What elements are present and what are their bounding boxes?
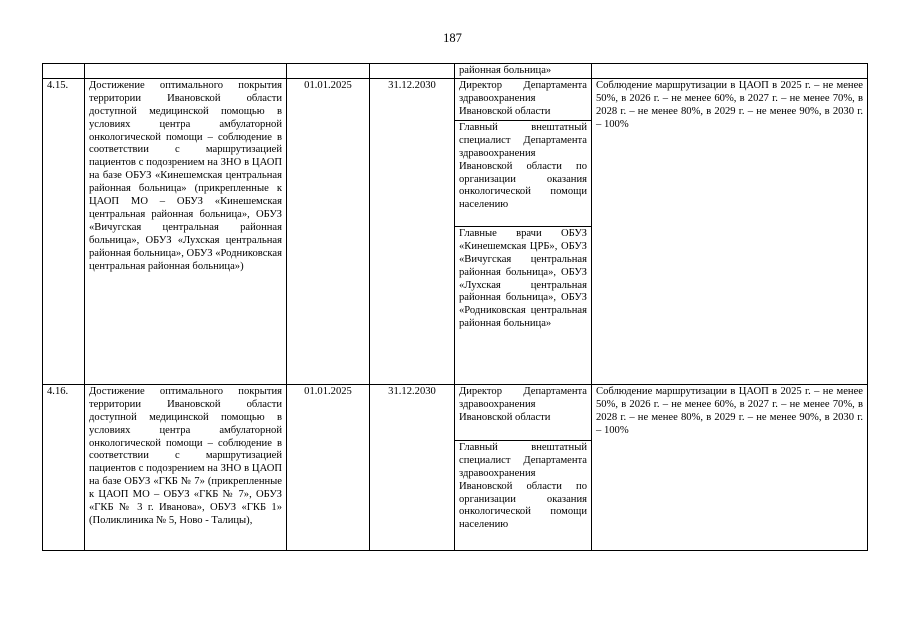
table-row	[43, 78, 868, 120]
measures-table	[42, 63, 868, 551]
page-number: 187	[443, 31, 462, 45]
row-start-date: 01.01.2025	[287, 78, 370, 384]
cell-activity-cont	[85, 64, 287, 79]
cell-executor-cont: районная больница»	[455, 64, 592, 79]
row-executor: Директор Департамента здравоохранения Ивановской области	[455, 78, 592, 120]
table-row	[43, 384, 868, 440]
table-row-continuation	[43, 64, 868, 79]
cell-indicator-cont	[592, 64, 868, 79]
cell-num-cont	[43, 64, 85, 79]
row-end-date: 31.12.2030	[370, 78, 455, 384]
cell-end-cont	[370, 64, 455, 79]
row-executor: Главный внештатный специалист Департамента здравоохранения Ивановской области по организации оказания онкологической помощи населению	[455, 440, 592, 550]
row-number: 4.15.	[43, 78, 85, 384]
row-end-date: 31.12.2030	[370, 384, 455, 550]
row-indicator: Соблюдение маршрутизации в ЦАОП в 2025 г. – не менее 50%, в 2026 г. – не менее 60%, в 2027 г. – не менее 70%, в 2028 г. – не менее 80%, в 2029 г. – не менее 90%, в 2030 г. – 100%	[592, 384, 868, 550]
row-start-date: 01.01.2025	[287, 384, 370, 550]
cell-start-cont	[287, 64, 370, 79]
row-indicator: Соблюдение маршрутизации в ЦАОП в 2025 г. – не менее 50%, в 2026 г. – не менее 60%, в 2027 г. – не менее 70%, в 2028 г. – не менее 80%, в 2029 г. – не менее 90%, в 2030 г. – 100%	[592, 78, 868, 384]
row-executor: Главный внештатный специалист Департамента здравоохранения Ивановской области по организации оказания онкологической помощи населению	[455, 120, 592, 226]
row-activity: Достижение оптимального покрытия территории Ивановской области доступной медицинской помощью в условиях центра амбулаторной онкологической помощи – соблюдение в соответствии с маршрутизацией пациентов с подозрением на ЗНО в ЦАОП на базе ОБУЗ «ГКБ № 7» (прикрепленные к ЦАОП МО – ОБУЗ «ГКБ № 7», ОБУЗ «ГКБ № 3 г. Иванова», ОБУЗ «ГКБ 1» (Поликлиника № 5, Ново - Талицы),	[85, 384, 287, 550]
row-executor: Главные врачи ОБУЗ «Кинешемская ЦРБ», ОБУЗ «Вичугская центральная районная больница», ОБУЗ «Лухская центральная районная больница», ОБУЗ «Родниковская центральная районная больница»	[455, 226, 592, 384]
row-executor: Директор Департамента здравоохранения Ивановской области	[455, 384, 592, 440]
row-activity: Достижение оптимального покрытия территории Ивановской области доступной медицинской помощью в условиях центра амбулаторной онкологической помощи – соблюдение в соответствии с маршрутизацией пациентов с подозрением на ЗНО в ЦАОП на базе ОБУЗ «Кинешемская центральная районная больница» (прикрепленные к ЦАОП МО – ОБУЗ «Кинешемская центральная районная больница», ОБУЗ «Вичугская центральная районная больница», ОБУЗ «Лухская центральная районная больница», ОБУЗ «Родниковская центральная районная больница»)	[85, 78, 287, 384]
row-number: 4.16.	[43, 384, 85, 550]
